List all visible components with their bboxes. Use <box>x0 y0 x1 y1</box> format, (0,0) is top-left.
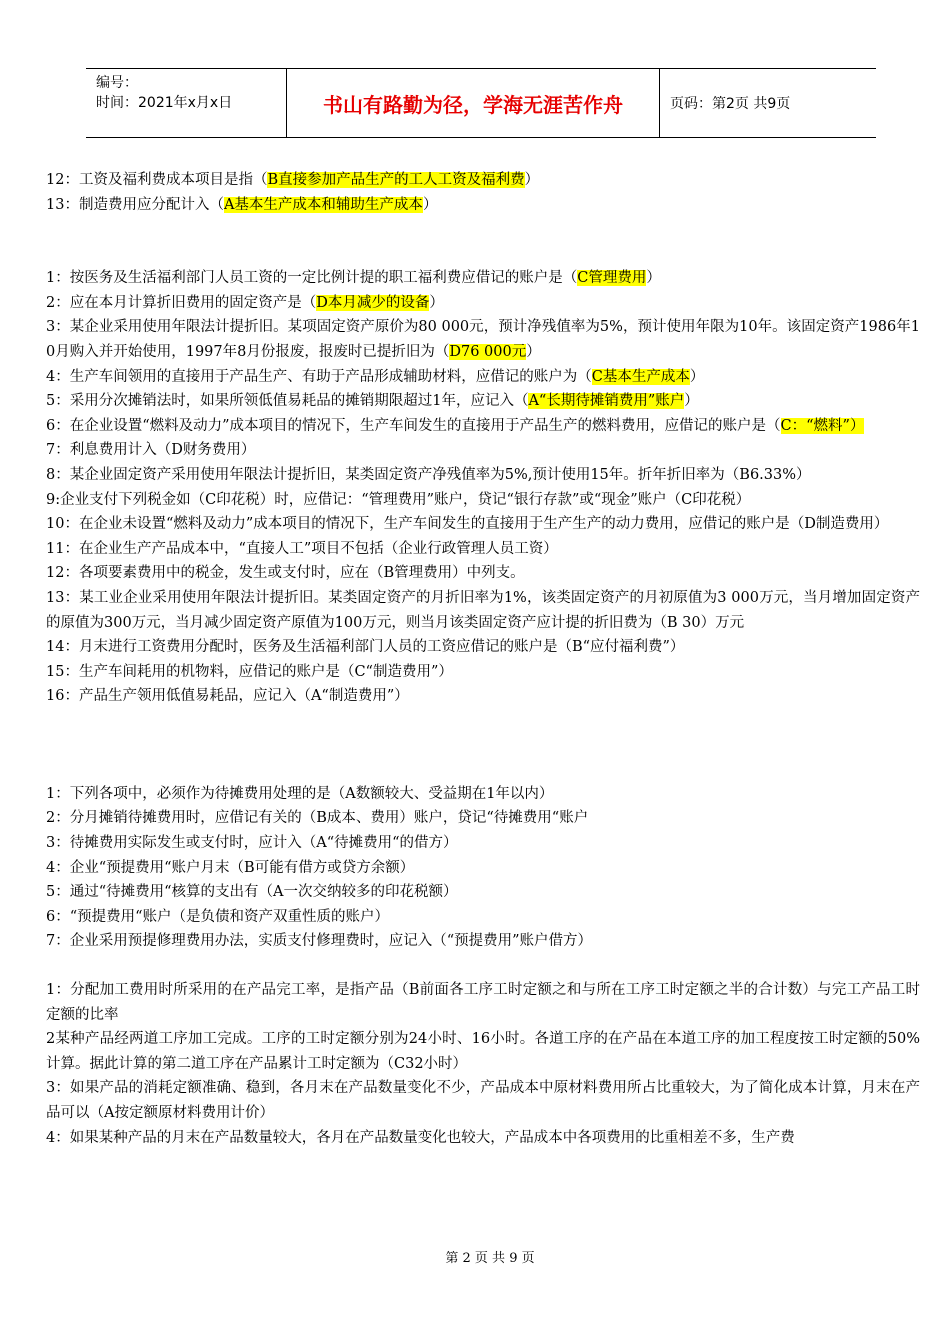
question-line: 12：工资及福利费成本项目是指（B直接参加产品生产的工人工资及福利费） <box>46 172 540 188</box>
highlighted-answer: C基本生产成本 <box>591 368 690 385</box>
highlighted-answer: A“长期待摊销费用”账户 <box>528 393 685 410</box>
question-line: 6：在企业设置“燃料及动力”成本项目的情况下，生产车间发生的直接用于产品生产的燃料费用，应借记的账户是（C：“燃料”） <box>46 417 865 434</box>
question-line: 5：采用分次摊销法时，如果所领低值易耗品的摊销期限超过1年，应记入（A“长期待摊销费用”账户） <box>46 393 699 410</box>
question-line: 1：分配加工费用时所采用的在产品完工率，是指产品（B前面各工序工时定额之和与所在工序工时定额之半的合计数）与完工产品工时定额的比率 <box>46 982 920 1023</box>
section-2 <box>46 266 920 709</box>
section-1 <box>46 168 920 217</box>
question-line: 3：如果产品的消耗定额准确、稳到，各月末在产品数量变化不少，产品成本中原材料费用所占比重较大，为了简化成本计算，月末在产品可以（A按定额原材料费用计价） <box>46 1080 920 1121</box>
question-line: 4：如果某种产品的月末在产品数量较大，各月在产品数量变化也较大，产品成本中各项费用的比重相差不多，生产费 <box>46 1129 795 1146</box>
header-meta-cell <box>86 69 287 137</box>
question-line: 4：生产车间领用的直接用于产品生产、有助于产品形成辅助材料，应借记的账户为（C基本生产成本） <box>46 368 705 385</box>
question-line: 13：制造费用应分配计入（A基本生产成本和辅助生产成本） <box>46 196 438 213</box>
question-line: 8：某企业固定资产采用使用年限法计提折旧，某类固定资产净残值率为5%,预计使用15年。折年折旧率为（B6.33%） <box>46 466 811 483</box>
question-line: 2：应在本月计算折旧费用的固定资产是（D本月减少的设备） <box>46 294 444 311</box>
page-footer: 第 2 页 共 9 页 <box>445 1251 535 1266</box>
question-line: 7：利息费用计入（D财务费用） <box>46 442 256 459</box>
question-line: 9:企业支付下列税金如（C印花税）时，应借记：“管理费用”账户，贷记“银行存款”或“现金”账户（C印花税） <box>46 491 751 508</box>
number-label: 编号： <box>96 75 138 91</box>
question-line: 5：通过“待摊费用“核算的支出有（A一次交纳较多的印花税额） <box>46 884 458 901</box>
section-4 <box>46 978 920 1150</box>
highlighted-answer: D76 000元 <box>449 343 527 360</box>
highlighted-answer: A基本生产成本和辅助生产成本 <box>223 196 423 213</box>
question-line: 7：企业采用预提修理费用办法，实质支付修理费时，应记入（“预提费用”账户借方） <box>46 933 593 950</box>
question-line: 2某种产品经两道工序加工完成。工序的工时定额分别为24小时、16小时。各道工序的在产品在本道工序的加工程度按工时定额的50%计算。据此计算的第二道工序在产品累计工时定额为（C32小时） <box>46 1031 920 1072</box>
question-line: 3：某企业采用使用年限法计提折旧。某项固定资产原价为80 000元，预计净残值率为5%，预计使用年限为10年。该固定资产1986年10月购入并开始使用，1997年8月份报废，报废时已提折旧为（D76 000元） <box>46 319 920 360</box>
document-body <box>46 168 920 1150</box>
question-line: 14：月末进行工资费用分配时，医务及生活福利部门人员的工资应借记的账户是（B“应付福利费”） <box>46 639 685 656</box>
question-line: 10：在企业未设置“燃料及动力”成本项目的情况下，生产车间发生的直接用于生产生产的动力费用，应借记的账户是（D制造费用） <box>46 516 889 533</box>
header-motto: 书山有路勤为径，学海无涯苦作舟 <box>287 69 660 137</box>
question-line: 13：某工业企业采用使用年限法计提折旧。某类固定资产的月折旧率为1%，该类固定资产的月初原值为3 000万元，当月增加固定资产的原值为300万元，当月减少固定资产原值为100万元，则当月该类固定资产应计提的折旧费为（B 30）万元 <box>46 589 920 631</box>
highlighted-answer: C：“燃料”） <box>780 417 865 434</box>
document-header <box>86 68 876 138</box>
question-line: 2：分月摊销待摊费用时，应借记有关的（B成本、费用）账户，贷记“待摊费用“账户 <box>46 810 589 827</box>
highlighted-answer: D本月减少的设备 <box>316 294 430 311</box>
question-line: 16：产品生产领用低值易耗品，应记入（A“制造费用”） <box>46 688 409 705</box>
time-label: 时间：2021年x月x日 <box>96 95 233 111</box>
highlighted-answer: B直接参加产品生产的工人工资及福利费 <box>267 172 525 188</box>
question-line: 1：按医务及生活福利部门人员工资的一定比例计提的职工福利费应借记的账户是（C管理费用） <box>46 270 661 287</box>
section-3 <box>46 782 920 954</box>
question-line: 12：各项要素费用中的税金，发生或支付时，应在（B管理费用）中列支。 <box>46 565 525 582</box>
question-line: 11：在企业生产产品成本中，“直接人工”项目不包括（企业行政管理人员工资） <box>46 540 558 557</box>
question-line: 15：生产车间耗用的机物料，应借记的账户是（C“制造费用”） <box>46 663 453 680</box>
header-page-label: 页码：第2页 共9页 <box>670 96 791 112</box>
highlighted-answer: C管理费用 <box>577 270 647 287</box>
question-line: 1：下列各项中，必须作为待摊费用处理的是（A数额较大、受益期在1年以内） <box>46 785 554 802</box>
question-line: 3：待摊费用实际发生或支付时，应计入（A“待摊费用“的借方） <box>46 835 458 852</box>
question-line: 6：“预提费用“账户（是负债和资产双重性质的账户） <box>46 908 390 925</box>
question-line: 4：企业“预提费用“账户月末（B可能有借方或贷方余额） <box>46 859 415 876</box>
